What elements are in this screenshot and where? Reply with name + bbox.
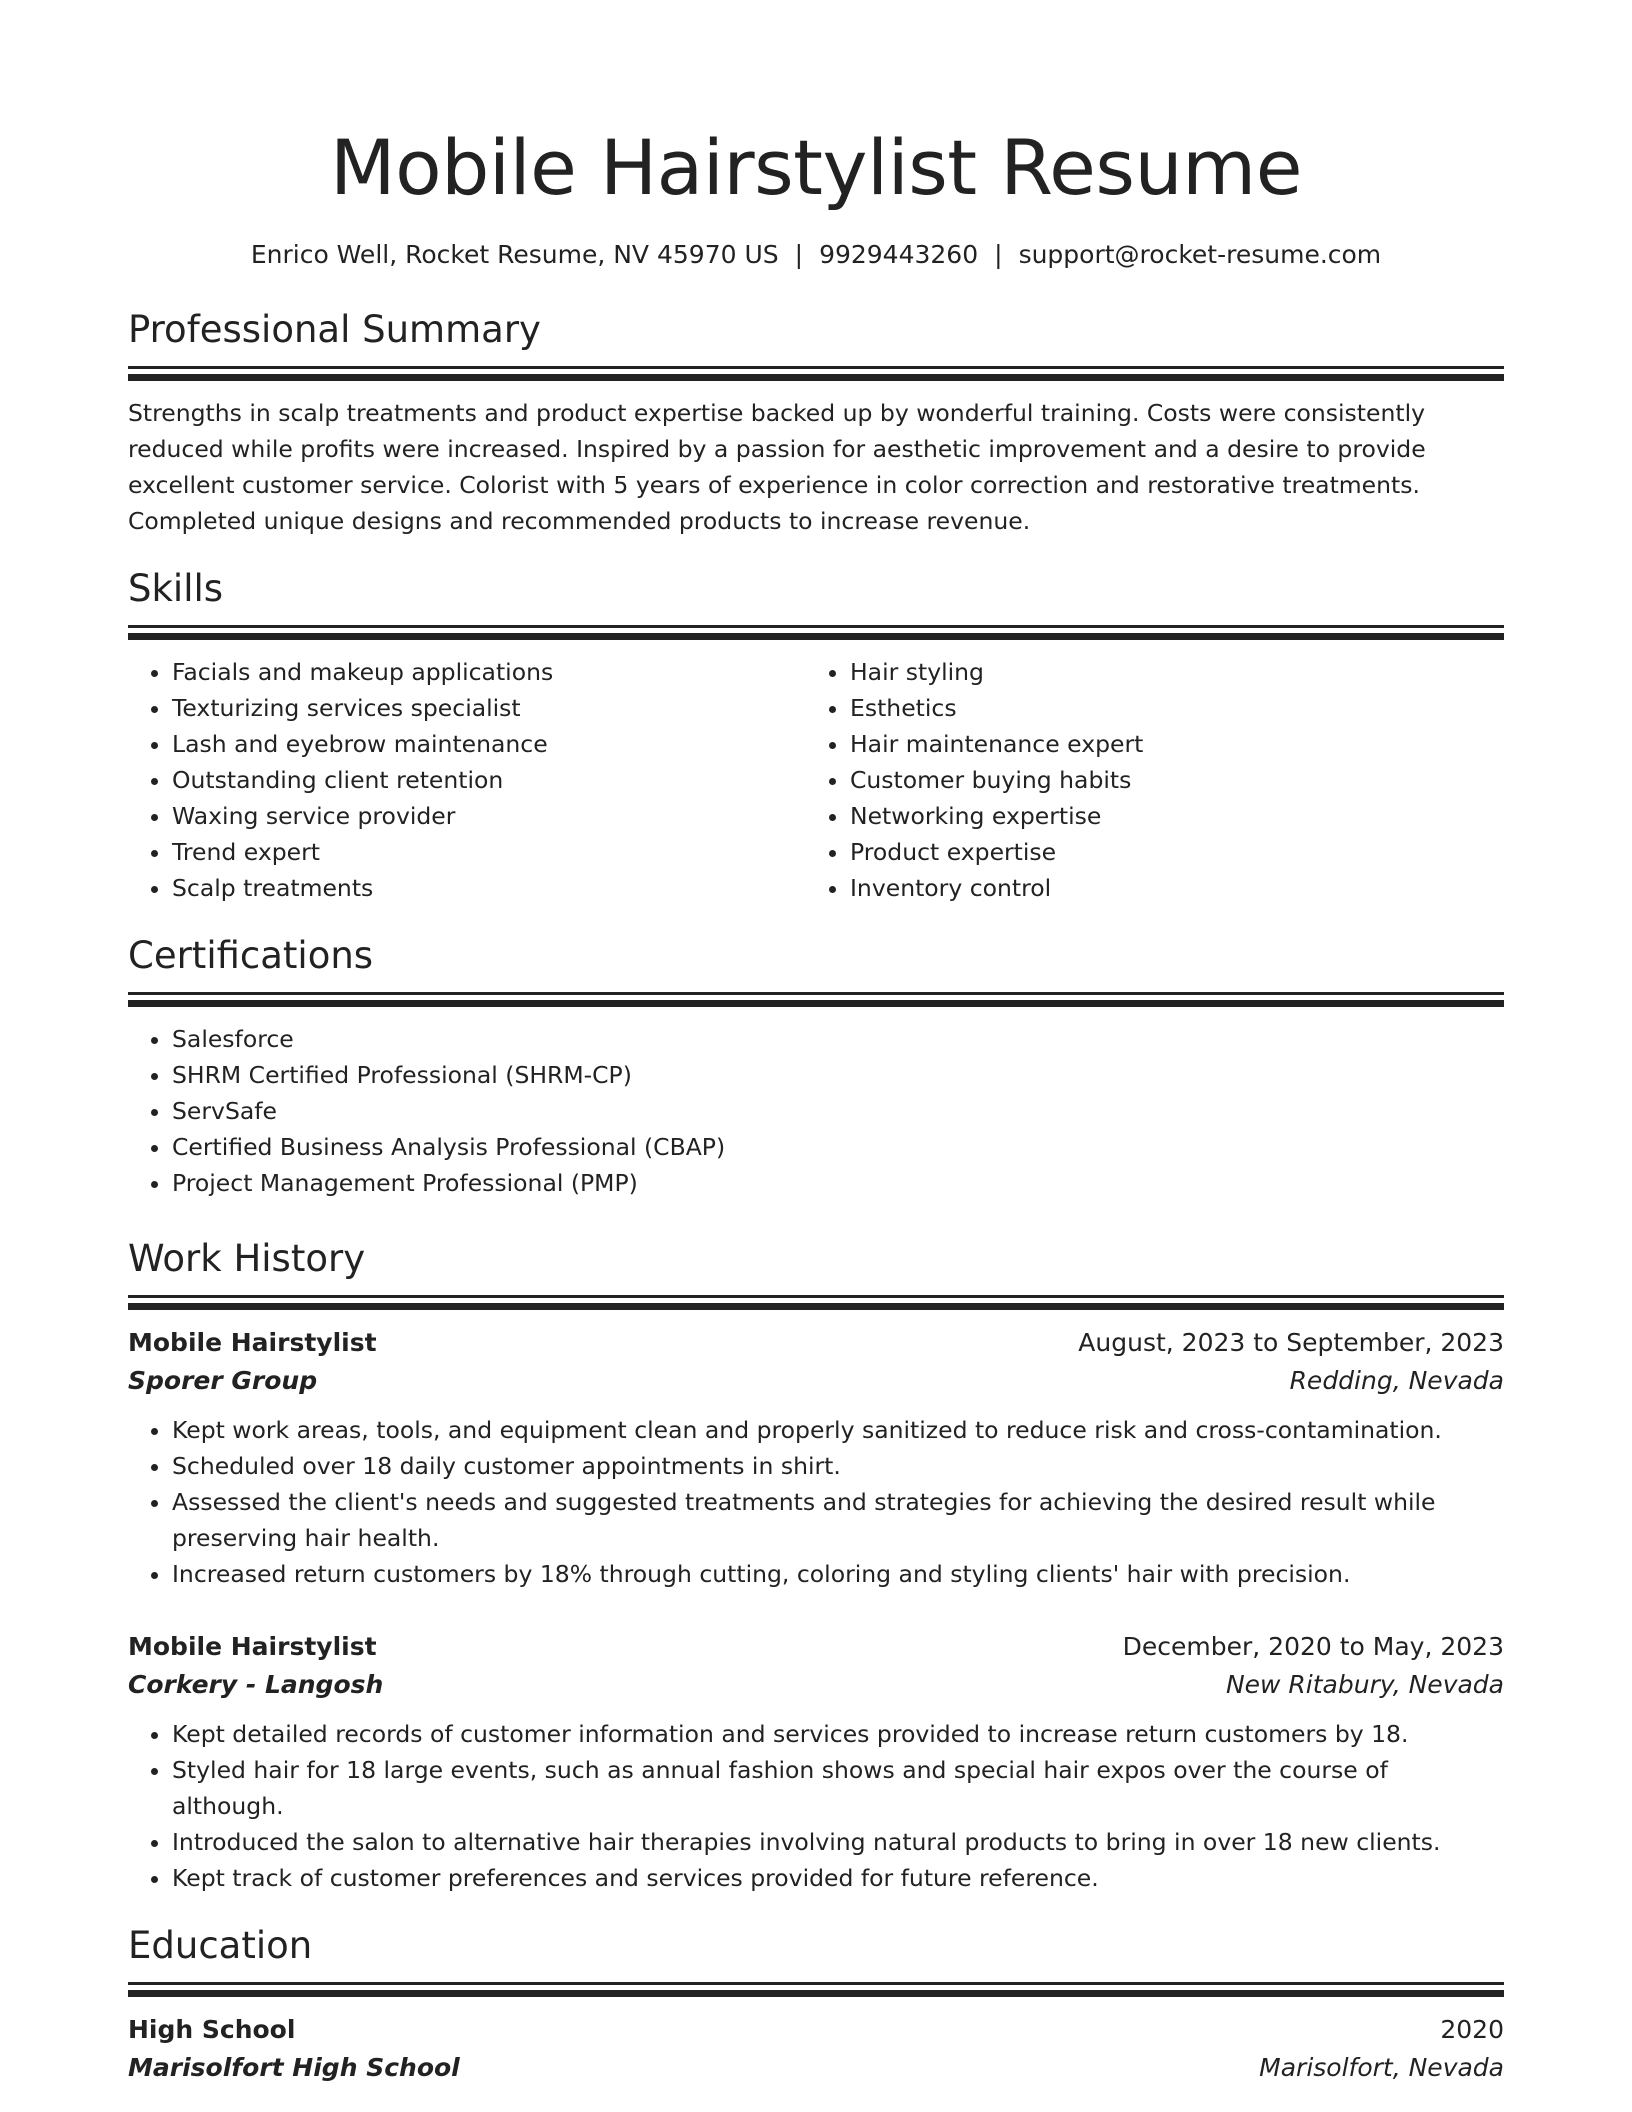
job-header-row — [128, 1628, 1504, 1666]
job-bullets — [128, 1412, 1504, 1592]
skills-column-right — [806, 654, 1484, 906]
contact-line — [128, 238, 1504, 272]
section-divider-thick — [128, 633, 1504, 640]
certification-item: • Salesforce — [172, 1021, 1504, 1057]
resume-page — [128, 0, 1504, 2087]
job-dates: December, 2020 to May, 2023 — [1122, 1632, 1504, 1661]
skill-item: • Outstanding client retention — [172, 762, 806, 798]
work-history-section — [128, 1235, 1504, 1896]
job-bullet: • Scheduled over 18 daily customer appointments in shirt. — [172, 1448, 1504, 1484]
resume-title: Mobile Hairstylist Resume — [330, 123, 1302, 212]
section-divider-thick — [128, 374, 1504, 381]
skill-item: • Customer buying habits — [850, 762, 1484, 798]
skill-item: • Inventory control — [850, 870, 1484, 906]
section-divider — [128, 1295, 1504, 1298]
summary-heading: Professional Summary — [128, 308, 541, 351]
summary-section — [128, 306, 1504, 539]
skills-list-left — [128, 654, 806, 906]
certification-item: • ServSafe — [172, 1093, 1504, 1129]
section-divider-thick — [128, 1990, 1504, 1997]
job-bullet: • Kept track of customer preferences and services provided for future reference. — [172, 1860, 1504, 1896]
skill-item: • Esthetics — [850, 690, 1484, 726]
job-bullet: • Kept work areas, tools, and equipment clean and properly sanitized to reduce risk and cross-contamination. — [172, 1412, 1504, 1448]
education-degree: High School — [128, 2015, 296, 2044]
skill-item: • Scalp treatments — [172, 870, 806, 906]
skills-column-left — [128, 654, 806, 906]
job-bullet: • Styled hair for 18 large events, such as annual fashion shows and special hair expos over the course of although. — [172, 1752, 1504, 1824]
skills-grid — [128, 654, 1504, 906]
education-school-row — [128, 2049, 1504, 2087]
job-dates: August, 2023 to September, 2023 — [1078, 1328, 1504, 1357]
skill-item: • Hair styling — [850, 654, 1484, 690]
job-company-row — [128, 1666, 1504, 1704]
job-bullet: • Introduced the salon to alternative hair therapies involving natural products to bring in over 18 new clients. — [172, 1824, 1504, 1860]
education-year: 2020 — [1440, 2015, 1504, 2044]
skill-item: • Product expertise — [850, 834, 1484, 870]
job-company-row — [128, 1362, 1504, 1400]
skill-item: • Waxing service provider — [172, 798, 806, 834]
certification-item: • SHRM Certified Professional (SHRM-CP) — [172, 1057, 1504, 1093]
education-school: Marisolfort High School — [128, 2053, 460, 2082]
section-divider — [128, 366, 1504, 369]
skill-item: • Facials and makeup applications — [172, 654, 806, 690]
certifications-list — [128, 1021, 1504, 1201]
education-entry — [128, 2011, 1504, 2087]
education-header-row — [128, 2011, 1504, 2049]
contact-separator: | — [994, 240, 1003, 269]
job-title: Mobile Hairstylist — [128, 1632, 377, 1661]
summary-text: Strengths in scalp treatments and product expertise backed up by wonderful training. Costs were consistently reduced while profits were increased. Inspired by a passion for aesthetic improvement and a desire to provide excellent customer service. Colorist with 5 years of experience in color correction and restorative treatments. Completed unique designs and recommended products to increase revenue. — [128, 399, 1426, 535]
skill-item: • Lash and eyebrow maintenance — [172, 726, 806, 762]
job-company: Corkery - Langosh — [128, 1670, 384, 1699]
section-divider — [128, 992, 1504, 995]
job-bullet: • Assessed the client's needs and suggested treatments and strategies for achieving the desired result while preserving hair health. — [172, 1484, 1504, 1556]
certifications-section — [128, 932, 1504, 1201]
skill-item: • Networking expertise — [850, 798, 1484, 834]
job-title: Mobile Hairstylist — [128, 1328, 377, 1357]
work-history-heading: Work History — [128, 1237, 366, 1280]
job-entry — [128, 1628, 1504, 1896]
skills-heading: Skills — [128, 567, 224, 610]
certifications-heading: Certifications — [128, 934, 374, 977]
certification-item: • Certified Business Analysis Professional (CBAP) — [172, 1129, 1504, 1165]
skills-list-right — [806, 654, 1484, 906]
job-entry — [128, 1324, 1504, 1592]
skill-item: • Hair maintenance expert — [850, 726, 1484, 762]
job-bullet: • Increased return customers by 18% through cutting, coloring and styling clients' hair with precision. — [172, 1556, 1504, 1592]
skill-item: • Trend expert — [172, 834, 806, 870]
education-section — [128, 1922, 1504, 2087]
skill-item: • Texturizing services specialist — [172, 690, 806, 726]
contact-phone: 9929443260 — [819, 240, 979, 269]
education-heading: Education — [128, 1924, 313, 1967]
contact-address: Enrico Well, Rocket Resume, NV 45970 US — [250, 240, 779, 269]
education-location: Marisolfort, Nevada — [1259, 2053, 1504, 2082]
job-location: New Ritabury, Nevada — [1225, 1670, 1504, 1699]
job-location: Redding, Nevada — [1289, 1366, 1504, 1395]
section-divider-thick — [128, 1000, 1504, 1007]
section-divider — [128, 1982, 1504, 1985]
contact-separator: | — [794, 240, 804, 269]
job-header-row — [128, 1324, 1504, 1362]
skills-section — [128, 565, 1504, 906]
job-bullet: • Kept detailed records of customer information and services provided to increase return customers by 18. — [172, 1716, 1504, 1752]
section-divider — [128, 625, 1504, 628]
job-company: Sporer Group — [128, 1366, 318, 1395]
contact-email[interactable]: support@rocket-resume.com — [1018, 240, 1382, 269]
section-divider-thick — [128, 1303, 1504, 1310]
certification-item: • Project Management Professional (PMP) — [172, 1165, 1504, 1201]
job-bullets — [128, 1716, 1504, 1896]
